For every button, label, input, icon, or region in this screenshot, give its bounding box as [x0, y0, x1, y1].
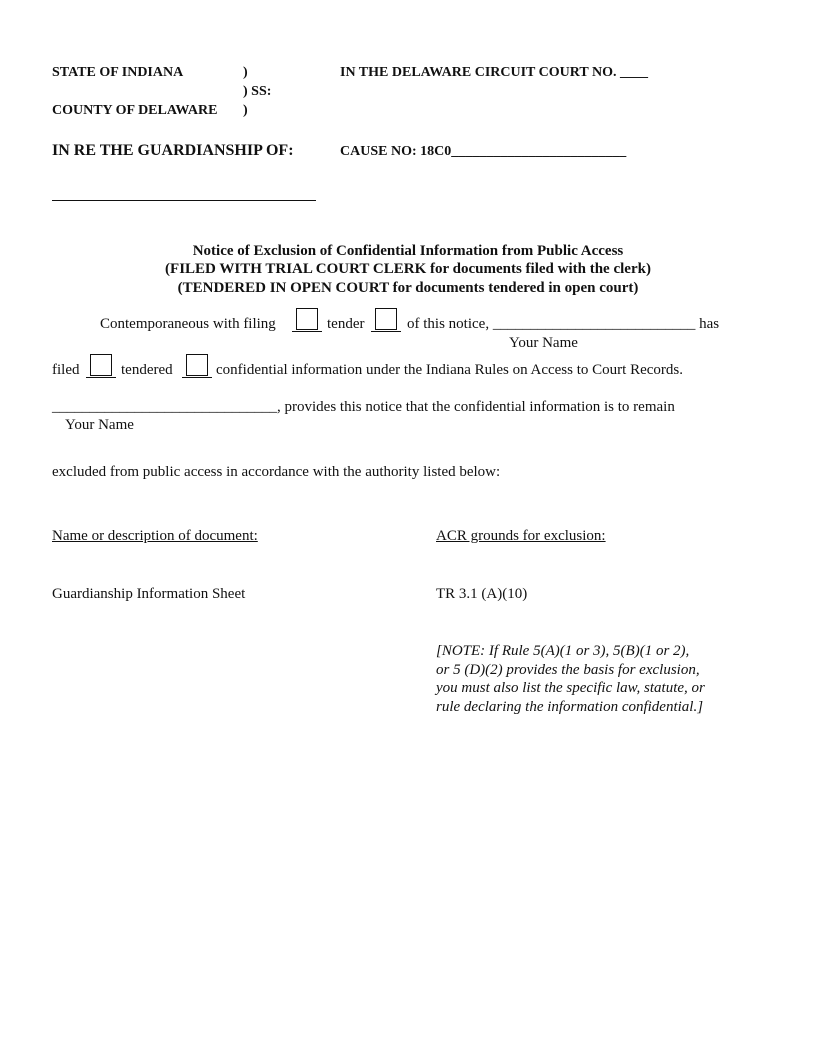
filed-checkbox-underline [86, 377, 116, 378]
exclusion-ground: TR 3.1 (A)(10) [436, 586, 528, 602]
of-this-notice-text: of this notice, ___________________________ has [407, 316, 720, 332]
note-line: [NOTE: If Rule 5(A)(1 or 3), 5(B)(1 or 2), [436, 643, 690, 659]
document-column-header: Name or description of document: [52, 528, 258, 544]
caption-paren: ) [243, 103, 248, 118]
filed-text: filed [52, 362, 80, 378]
tender-text: tender [327, 316, 365, 332]
notice-title: Notice of Exclusion of Confidential Information from Public Access [192, 243, 624, 259]
note-line: rule declaring the information confidential.] [436, 699, 704, 715]
grounds-column-header: ACR grounds for exclusion: [436, 528, 606, 544]
notice-subtitle-tendered: (TENDERED IN OPEN COURT for documents tendered in open court) [177, 280, 639, 296]
note-line: you must also list the specific law, statute, or [436, 680, 705, 696]
tendered-checkbox-underline [182, 377, 212, 378]
cause-number: CAUSE NO: 18C0_________________________ [340, 144, 627, 159]
note-line: or 5 (D)(2) provides the basis for exclusion, [436, 662, 700, 678]
your-name-caption: Your Name [509, 335, 578, 351]
caption-paren: ) [243, 65, 248, 80]
guardianship-label: IN RE THE GUARDIANSHIP OF: [52, 142, 294, 159]
contemporaneous-text: Contemporaneous with filing [100, 316, 276, 332]
county-label: COUNTY OF DELAWARE [52, 103, 218, 118]
excluded-text: excluded from public access in accordance with the authority listed below: [52, 464, 501, 480]
filing-checkbox-underline [292, 331, 322, 332]
tender-checkbox[interactable] [375, 308, 397, 330]
tender-checkbox-underline [371, 331, 401, 332]
your-name-caption: Your Name [65, 417, 134, 433]
tendered-checkbox[interactable] [186, 354, 208, 376]
confidential-text: confidential information under the Indiana Rules on Access to Court Records. [216, 362, 683, 378]
document-name: Guardianship Information Sheet [52, 586, 246, 602]
ss-label: ) SS: [243, 84, 272, 99]
state-label: STATE OF INDIANA [52, 65, 184, 80]
ward-name-line[interactable] [52, 200, 316, 201]
notice-subtitle-filed: (FILED WITH TRIAL COURT CLERK for documents filed with the clerk) [165, 261, 651, 277]
filed-checkbox[interactable] [90, 354, 112, 376]
filing-checkbox[interactable] [296, 308, 318, 330]
provides-notice-text: ______________________________, provides this notice that the confidential information is to remain [52, 399, 675, 415]
court-label: IN THE DELAWARE CIRCUIT COURT NO. ____ [340, 65, 648, 80]
tendered-text: tendered [121, 362, 173, 378]
